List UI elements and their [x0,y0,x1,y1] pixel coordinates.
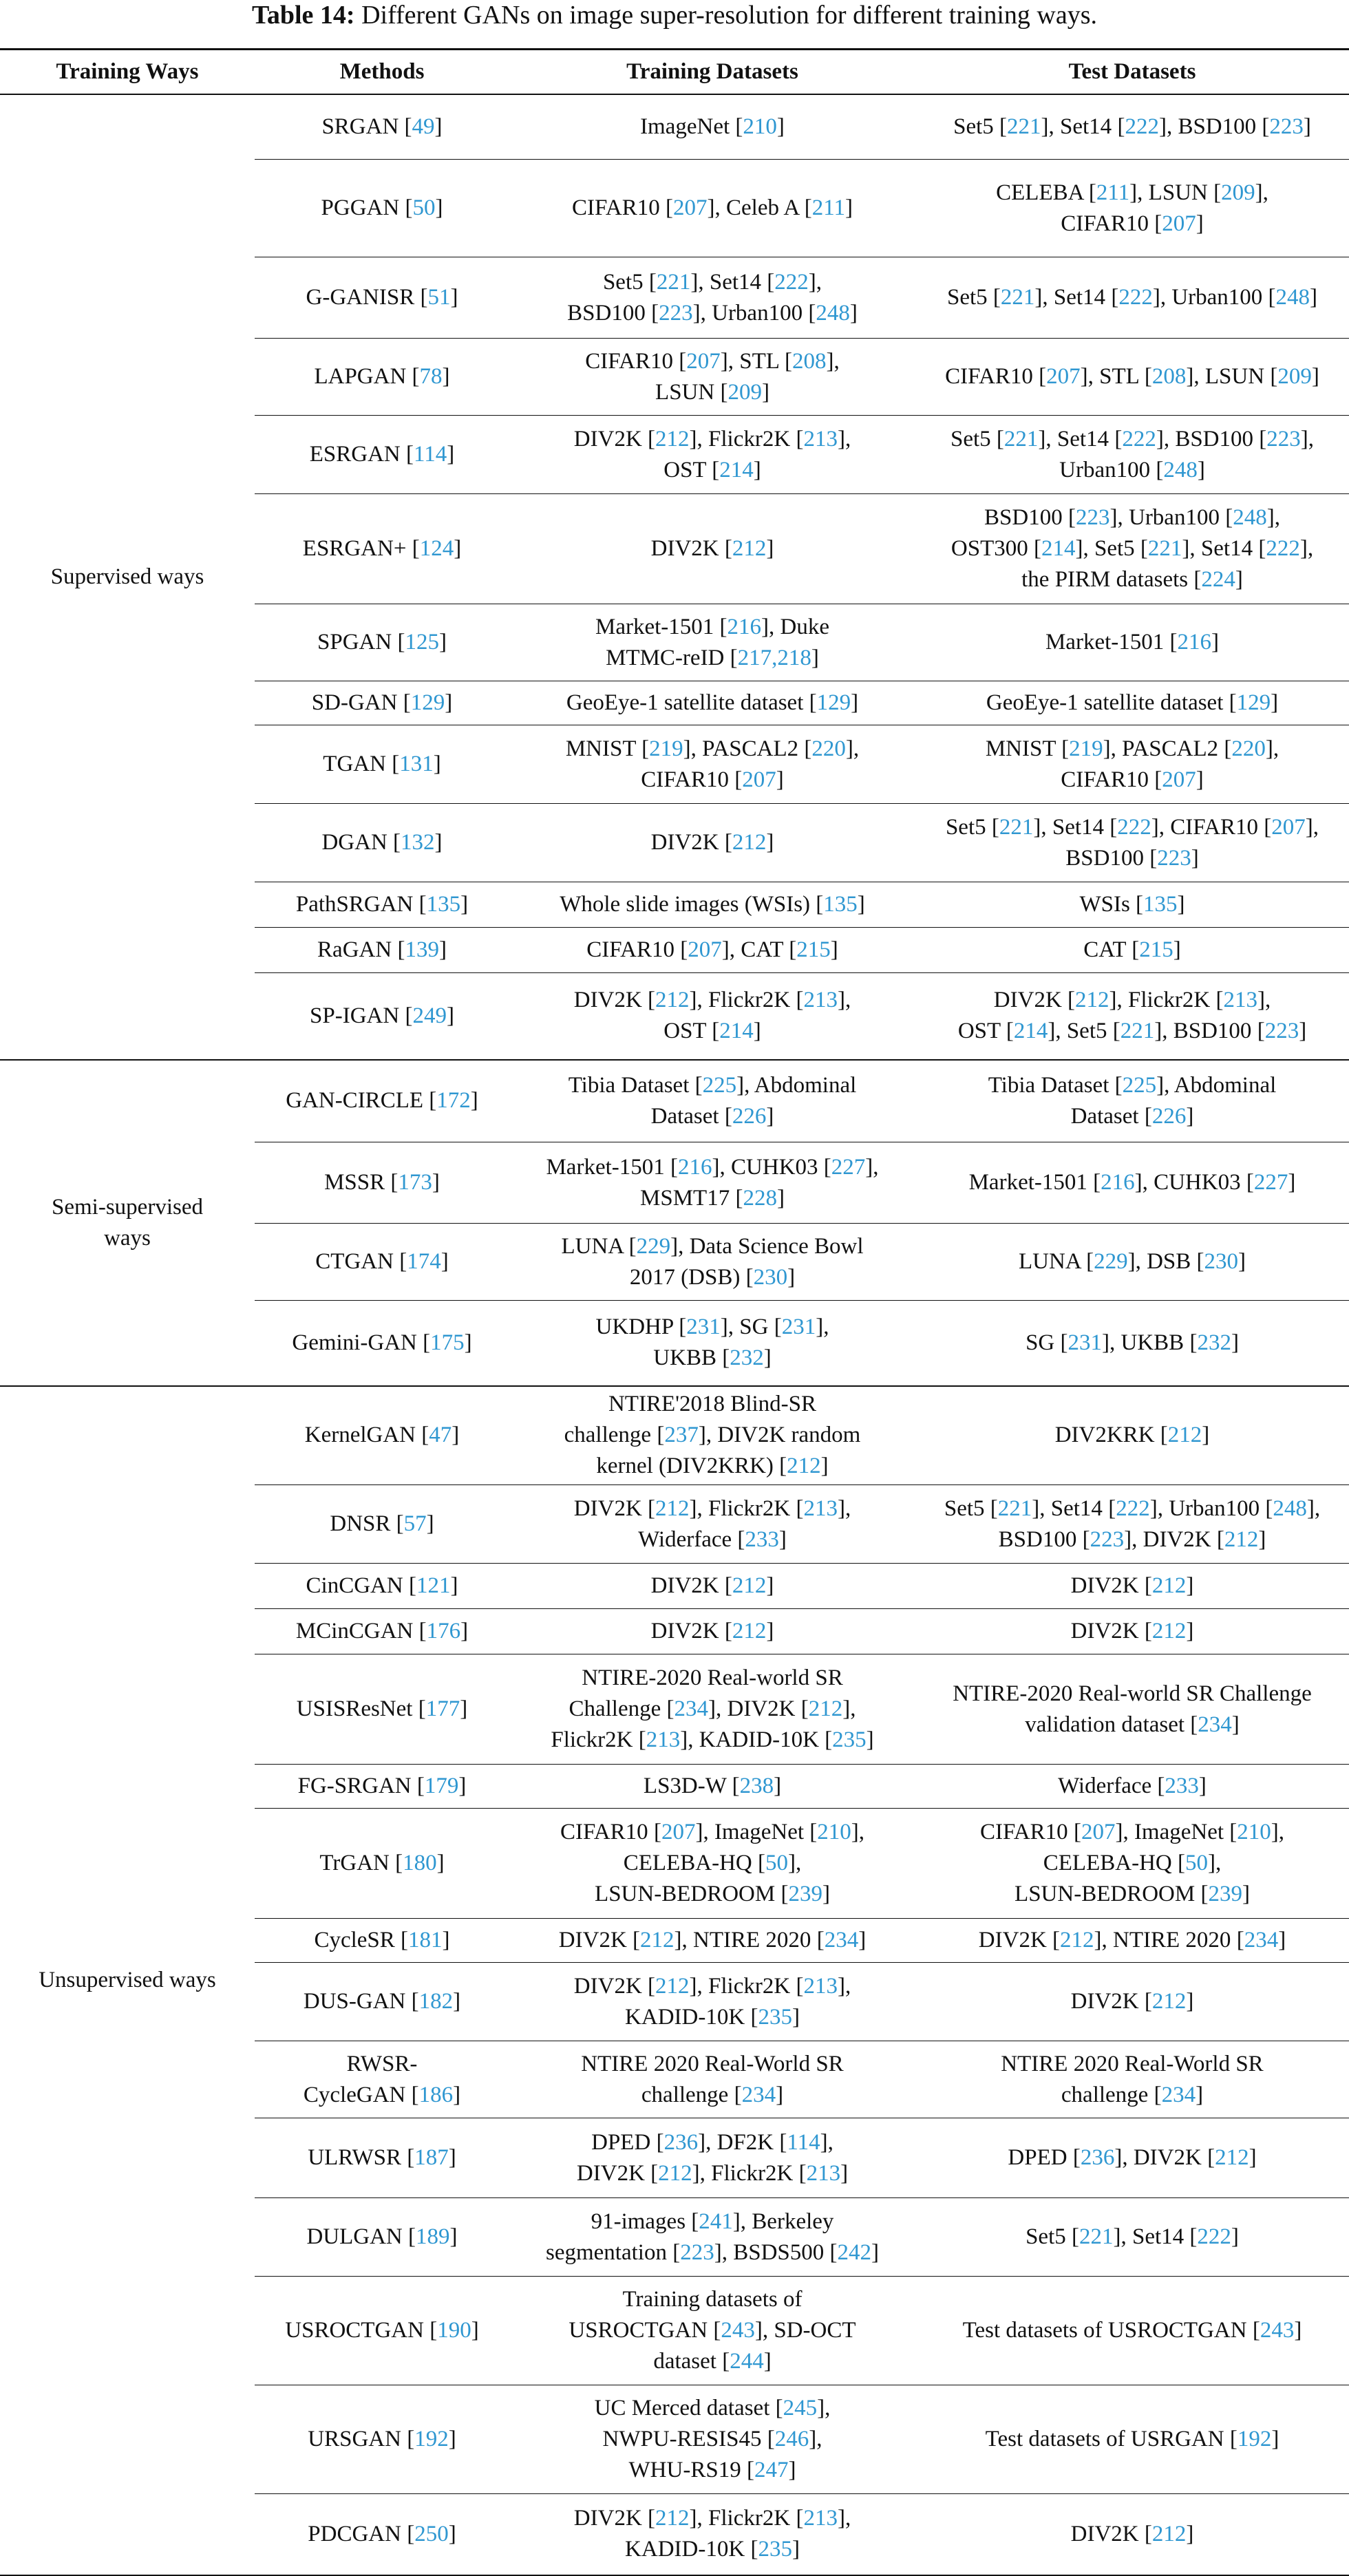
citation-link[interactable]: 239 [788,1882,822,1906]
citation-link[interactable]: 186 [418,2082,454,2107]
test-datasets-cell: Set5 [221], Set14 [222], BSD100 [223], Urban100 [248] [915,416,1349,494]
citation-link[interactable]: 225 [1122,1072,1157,1098]
citation-link[interactable]: 212 [1151,1989,1187,2014]
training-datasets-cell: MNIST [219], PASCAL2 [220], CIFAR10 [207] [509,725,915,804]
citation-link[interactable]: 231 [1067,1330,1102,1355]
training-way-cell: Supervised ways [0,94,255,1060]
citation-link[interactable]: 234 [1161,2082,1196,2107]
training-datasets-cell: UKDHP [231], SG [231], UKBB [232] [509,1301,915,1386]
test-datasets-cell: Set5 [221], Set14 [222], Urban100 [248], BSD100 [223], DIV2K [212] [915,1485,1349,1564]
citation-link[interactable]: 139 [405,937,439,962]
citation-link[interactable]: 207 [1081,1820,1116,1844]
citation-link[interactable]: 212 [732,830,767,855]
training-datasets-cell: DIV2K [212], Flickr2K [213], KADID-10K [235] [509,2494,915,2575]
citation-link[interactable]: 235 [758,2004,792,2030]
method-cell: SD-GAN [129] [255,681,509,725]
header-methods: Methods [255,50,509,94]
citation-link[interactable]: 212 [732,536,767,561]
citation-link[interactable]: 221 [997,1495,1032,1521]
method-cell: SP-IGAN [249] [255,973,509,1060]
citation-link[interactable]: 221 [1147,536,1182,561]
citation-link[interactable]: 232 [1197,1330,1231,1355]
citation-link[interactable]: 78 [419,364,443,389]
citation-link[interactable]: 209 [1277,364,1312,389]
citation-link[interactable]: 243 [721,2318,755,2343]
method-cell: DUS-GAN [182] [255,1963,509,2041]
citation-link[interactable]: 213 [646,1727,681,1752]
citation-link[interactable]: 214 [1041,536,1076,561]
citation-link[interactable]: 223 [659,300,693,326]
citation-link[interactable]: 248 [1275,285,1310,310]
citation-link[interactable]: 57 [403,1511,427,1536]
citation-link[interactable]: 212 [1060,1928,1094,1952]
citation-link[interactable]: 216 [727,614,762,639]
citation-link[interactable]: 208 [792,348,827,374]
citation-link[interactable]: 212 [732,1619,767,1643]
citation-link[interactable]: 207 [1162,211,1196,236]
citation-link[interactable]: 215 [1139,937,1173,962]
citation-link[interactable]: 213 [803,2506,838,2531]
citation-link[interactable]: 182 [418,1989,454,2014]
citation-link[interactable]: 50 [412,195,436,220]
citation-link[interactable]: 207 [686,348,721,374]
method-cell: FG-SRGAN [179] [255,1765,509,1809]
table-caption [0,0,1349,40]
citation-link[interactable]: 207 [673,195,708,220]
method-cell: ESRGAN [114] [255,416,509,494]
test-datasets-cell: DIV2K [212] [915,2494,1349,2575]
training-datasets-cell: Training datasets of USROCTGAN [243], SD-OCT dataset [244] [509,2277,915,2385]
method-cell: ESRGAN+ [124] [255,494,509,604]
training-way-cell: Unsupervised ways [0,1386,255,2575]
test-datasets-cell: CAT [215] [915,928,1349,973]
citation-link[interactable]: 192 [414,2427,449,2451]
test-datasets-cell: CIFAR10 [207], STL [208], LSUN [209] [915,339,1349,416]
citation-link[interactable]: 212 [655,1495,690,1521]
citation-link[interactable]: 222 [1116,1495,1150,1521]
citation-link[interactable]: 221 [1079,2224,1114,2249]
citation-link[interactable]: 248 [816,300,850,326]
citation-link[interactable]: 172 [436,1088,471,1114]
header-row [0,50,1349,94]
test-datasets-cell: DIV2K [212] [915,1963,1349,2041]
citation-link[interactable]: 221 [999,814,1034,840]
test-datasets-cell: CELEBA [211], LSUN [209], CIFAR10 [207] [915,160,1349,257]
citation-link[interactable]: 221 [656,269,691,295]
training-datasets-cell: DIV2K [212] [509,494,915,604]
citation-link[interactable]: 226 [732,1103,767,1129]
table-row [0,1386,1349,1485]
citation-link[interactable]: 50 [765,1851,788,1875]
test-datasets-cell: DIV2K [212], Flickr2K [213], OST [214], Set5 [221], BSD100 [223] [915,973,1349,1060]
table-body [0,94,1349,2575]
test-datasets-cell: Set5 [221], Set14 [222], CIFAR10 [207], BSD100 [223] [915,804,1349,882]
citation-link[interactable]: 207 [1162,767,1196,792]
training-datasets-cell: Tibia Dataset [225], Abdominal Dataset [226] [509,1060,915,1142]
citation-link[interactable]: 223 [1157,845,1191,871]
method-cell: USROCTGAN [190] [255,2277,509,2385]
citation-link[interactable]: 187 [414,2145,449,2170]
citation-link[interactable]: 211 [811,195,845,220]
citation-link[interactable]: 225 [702,1072,737,1098]
citation-link[interactable]: 236 [1080,2145,1115,2170]
citation-link[interactable]: 233 [745,1526,779,1552]
training-datasets-cell: ImageNet [210] [509,94,915,160]
citation-link[interactable]: 228 [743,1185,777,1211]
citation-link[interactable]: 220 [811,736,846,761]
citation-link[interactable]: 207 [661,1820,696,1844]
training-datasets-cell: Set5 [221], Set14 [222], BSD100 [223], Urban100 [248] [509,257,915,339]
citation-link[interactable]: 221 [1120,1019,1155,1044]
citation-link[interactable]: 129 [1236,690,1271,715]
method-cell: CinCGAN [121] [255,1564,509,1609]
citation-link[interactable]: 207 [688,937,722,962]
citation-link[interactable]: 207 [742,767,776,792]
method-cell: PGGAN [50] [255,160,509,257]
test-datasets-cell: Widerface [233] [915,1765,1349,1809]
citation-link[interactable]: 212 [808,1696,843,1721]
citation-link[interactable]: 181 [408,1928,443,1952]
citation-link[interactable]: 51 [427,285,451,310]
test-datasets-cell: CIFAR10 [207], ImageNet [210], CELEBA-HQ [50], LSUN-BEDROOM [239] [915,1809,1349,1919]
citation-link[interactable]: 247 [754,2458,789,2482]
citation-link[interactable]: 212 [787,1454,821,1479]
citation-link[interactable]: 208 [1151,364,1187,389]
method-cell: PDCGAN [250] [255,2494,509,2575]
citation-link[interactable]: 129 [816,690,851,715]
citation-link[interactable]: 135 [426,892,461,917]
citation-link[interactable]: 236 [663,2129,699,2155]
test-datasets-cell: Market-1501 [216] [915,604,1349,681]
test-datasets-cell: DPED [236], DIV2K [212] [915,2118,1349,2198]
citation-link[interactable]: 220 [1231,736,1266,761]
citation-link[interactable]: 211 [1096,180,1130,205]
citation-link[interactable]: 189 [416,2224,450,2249]
method-cell: USISResNet [177] [255,1654,509,1765]
citation-link[interactable]: 219 [649,736,683,761]
method-cell: RWSR- CycleGAN [186] [255,2041,509,2118]
citation-link[interactable]: 192 [1237,2427,1272,2451]
citation-link[interactable]: 234 [674,1696,709,1721]
citation-link[interactable]: 248 [1163,457,1198,482]
training-datasets-cell: 91-images [241], Berkeley segmentation [223], BSDS500 [242] [509,2198,915,2277]
citation-link[interactable]: 212 [658,2160,692,2186]
table-row [0,1060,1349,1142]
training-datasets-cell: DIV2K [212], NTIRE 2020 [234] [509,1919,915,1963]
citation-link[interactable]: 249 [412,1003,447,1028]
citation-link[interactable]: 233 [1165,1774,1199,1798]
citation-link[interactable]: 212 [655,988,690,1013]
caption-label: Table 14: [251,1,355,30]
citation-link[interactable]: 129 [410,690,445,715]
test-datasets-cell: Test datasets of USRGAN [192] [915,2385,1349,2494]
citation-link[interactable]: 47 [429,1423,452,1448]
citation-link[interactable]: 213 [803,1495,838,1521]
test-datasets-cell: Market-1501 [216], CUHK03 [227] [915,1142,1349,1224]
table-row [0,94,1349,160]
citation-link[interactable]: 246 [774,2427,809,2451]
citation-link[interactable]: 216 [1101,1170,1135,1195]
citation-link[interactable]: 227 [831,1154,866,1180]
citation-link[interactable]: 175 [430,1330,465,1355]
training-datasets-cell: DIV2K [212], Flickr2K [213], OST [214] [509,973,915,1060]
citation-link[interactable]: 226 [1151,1103,1187,1129]
citation-link[interactable]: 221 [1007,114,1041,139]
method-cell: DNSR [57] [255,1485,509,1564]
training-datasets-cell: DIV2K [212] [509,804,915,882]
citation-link[interactable]: 222 [1125,114,1159,139]
citation-link[interactable]: 135 [1143,892,1178,917]
citation-link[interactable]: 235 [758,2537,792,2562]
citation-link[interactable]: 217,218 [737,645,811,670]
training-datasets-cell: GeoEye-1 satellite dataset [129] [509,681,915,725]
training-datasets-cell: Whole slide images (WSIs) [135] [509,882,915,928]
training-datasets-cell: Market-1501 [216], CUHK03 [227], MSMT17 [228] [509,1142,915,1224]
citation-link[interactable]: 223 [680,2239,714,2265]
training-datasets-cell: DIV2K [212], Flickr2K [213], Widerface [233] [509,1485,915,1564]
citation-link[interactable]: 222 [1118,285,1153,310]
citation-link[interactable]: 132 [401,830,435,855]
citation-link[interactable]: 223 [1264,1019,1299,1044]
test-datasets-cell: DIV2K [212] [915,1609,1349,1654]
citation-link[interactable]: 248 [1233,505,1267,530]
citation-link[interactable]: 223 [1090,1526,1125,1552]
citation-link[interactable]: 180 [403,1851,437,1875]
citation-link[interactable]: 131 [399,752,434,776]
citation-link[interactable]: 210 [1237,1820,1271,1844]
training-datasets-cell: LS3D-W [238] [509,1765,915,1809]
citation-link[interactable]: 222 [774,269,809,295]
citation-link[interactable]: 222 [1266,536,1300,561]
citation-link[interactable]: 212 [1151,2521,1187,2546]
citation-link[interactable]: 231 [686,1314,721,1340]
training-datasets-cell: DIV2K [212] [509,1564,915,1609]
training-way-cell: Semi-supervised ways [0,1060,255,1386]
test-datasets-cell: Test datasets of USROCTGAN [243] [915,2277,1349,2385]
test-datasets-cell: NTIRE-2020 Real-world SR Challenge validation dataset [234] [915,1654,1349,1765]
citation-link[interactable]: 213 [803,1973,838,1999]
citation-link[interactable]: 235 [832,1727,867,1752]
method-cell: ULRWSR [187] [255,2118,509,2198]
citation-link[interactable]: 210 [743,114,777,139]
citation-link[interactable]: 214 [1013,1019,1048,1044]
test-datasets-cell: GeoEye-1 satellite dataset [129] [915,681,1349,725]
citation-link[interactable]: 229 [1094,1249,1128,1274]
citation-link[interactable]: 124 [419,536,454,561]
training-datasets-cell: NTIRE'2018 Blind-SR challenge [237], DIV2K random kernel (DIV2KRK) [212] [509,1386,915,1485]
citation-link[interactable]: 114 [787,2129,820,2155]
citation-link[interactable]: 215 [796,937,831,962]
citation-link[interactable]: 207 [1271,814,1306,840]
citation-link[interactable]: 234 [824,1928,859,1952]
citation-link[interactable]: 209 [1221,180,1255,205]
citation-link[interactable]: 223 [1269,114,1304,139]
method-cell: URSGAN [192] [255,2385,509,2494]
citation-link[interactable]: 221 [1000,285,1035,310]
citation-link[interactable]: 231 [781,1314,816,1340]
citation-link[interactable]: 242 [837,2239,872,2265]
citation-link[interactable]: 234 [1198,1712,1232,1737]
training-datasets-cell: DIV2K [212] [509,1609,915,1654]
test-datasets-cell: BSD100 [223], Urban100 [248], OST300 [214], Set5 [221], Set14 [222], the PIRM datasets [224] [915,494,1349,604]
citation-link[interactable]: 121 [416,1573,451,1598]
citation-link[interactable]: 135 [823,892,858,917]
training-datasets-cell: DPED [236], DF2K [114], DIV2K [212], Flickr2K [213] [509,2118,915,2198]
test-datasets-cell: Set5 [221], Set14 [222] [915,2198,1349,2277]
citation-link[interactable]: 212 [655,2506,690,2531]
citation-link[interactable]: 245 [783,2396,818,2420]
training-datasets-cell: CIFAR10 [207], STL [208], LSUN [209] [509,339,915,416]
citation-link[interactable]: 219 [1069,736,1103,761]
citation-link[interactable]: 239 [1208,1882,1242,1906]
method-cell: TrGAN [180] [255,1809,509,1919]
citation-link[interactable]: 212 [1151,1619,1187,1643]
header-test-datasets: Test Datasets [915,50,1349,94]
training-datasets-cell: NTIRE-2020 Real-world SR Challenge [234], DIV2K [212], Flickr2K [213], KADID-10K [235] [509,1654,915,1765]
method-cell: CTGAN [174] [255,1224,509,1301]
citation-link[interactable]: 248 [1273,1495,1307,1521]
citation-link[interactable]: 212 [1167,1423,1202,1448]
method-cell: DULGAN [189] [255,2198,509,2277]
test-datasets-cell: Set5 [221], Set14 [222], Urban100 [248] [915,257,1349,339]
citation-link[interactable]: 214 [719,457,754,482]
citation-link[interactable]: 237 [664,1423,699,1448]
citation-link[interactable]: 244 [730,2349,764,2374]
test-datasets-cell: Tibia Dataset [225], Abdominal Dataset [226] [915,1060,1349,1142]
citation-link[interactable]: 212 [1224,1526,1259,1552]
citation-link[interactable]: 229 [636,1233,671,1259]
citation-link[interactable]: 222 [1197,2224,1231,2249]
citation-link[interactable]: 177 [425,1696,460,1721]
training-datasets-cell: NTIRE 2020 Real-World SR challenge [234] [509,2041,915,2118]
citation-link[interactable]: 250 [414,2521,449,2546]
citation-link[interactable]: 230 [753,1264,788,1290]
citation-link[interactable]: 223 [1266,426,1301,451]
citation-link[interactable]: 223 [1075,505,1110,530]
method-cell: SRGAN [49] [255,94,509,160]
citation-link[interactable]: 213 [803,988,838,1013]
citation-link[interactable]: 212 [732,1573,767,1598]
method-cell: GAN-CIRCLE [172] [255,1060,509,1142]
citation-link[interactable]: 234 [1244,1928,1279,1952]
citation-link[interactable]: 222 [1117,814,1151,840]
training-datasets-cell: DIV2K [212], Flickr2K [213], KADID-10K [235] [509,1963,915,2041]
citation-link[interactable]: 212 [655,1973,690,1999]
header-training-ways: Training Ways [0,50,255,94]
citation-link[interactable]: 238 [739,1774,774,1798]
test-datasets-cell: DIV2K [212], NTIRE 2020 [234] [915,1919,1349,1963]
method-cell: RaGAN [139] [255,928,509,973]
citation-link[interactable]: 212 [1075,988,1109,1013]
citation-link[interactable]: 176 [426,1619,461,1643]
test-datasets-cell: NTIRE 2020 Real-World SR challenge [234] [915,2041,1349,2118]
citation-link[interactable]: 212 [640,1928,674,1952]
citation-link[interactable]: 209 [727,379,762,405]
citation-link[interactable]: 224 [1201,567,1235,592]
citation-link[interactable]: 207 [1046,364,1081,389]
training-datasets-cell: Market-1501 [216], Duke MTMC-reID [217,218] [509,604,915,681]
citation-link[interactable]: 216 [1177,630,1212,654]
header-training-datasets: Training Datasets [509,50,915,94]
citation-link[interactable]: 243 [1260,2318,1295,2343]
method-cell: TGAN [131] [255,725,509,804]
method-cell: CycleSR [181] [255,1919,509,1963]
test-datasets-cell: LUNA [229], DSB [230] [915,1224,1349,1301]
test-datasets-cell: DIV2K [212] [915,1564,1349,1609]
method-cell: LAPGAN [78] [255,339,509,416]
citation-link[interactable]: 179 [424,1774,459,1798]
citation-link[interactable]: 232 [730,1345,764,1371]
citation-link[interactable]: 212 [1215,2145,1249,2170]
citation-link[interactable]: 227 [1253,1170,1288,1195]
method-cell: DGAN [132] [255,804,509,882]
caption-text: Different GANs on image super-resolution for different training ways. [361,1,1097,30]
training-datasets-cell: UC Merced dataset [245], NWPU-RESIS45 [246], WHU-RS19 [247] [509,2385,915,2494]
method-cell: PathSRGAN [135] [255,882,509,928]
citation-link[interactable]: 221 [1003,426,1039,451]
training-datasets-cell: CIFAR10 [207], Celeb A [211] [509,160,915,257]
method-cell: KernelGAN [47] [255,1386,509,1485]
training-datasets-cell: CIFAR10 [207], CAT [215] [509,928,915,973]
test-datasets-cell: SG [231], UKBB [232] [915,1301,1349,1386]
citation-link[interactable]: 241 [699,2208,733,2234]
citation-link[interactable]: 234 [741,2082,776,2107]
citation-link[interactable]: 125 [405,630,439,654]
citation-link[interactable]: 216 [678,1154,712,1180]
method-cell: SPGAN [125] [255,604,509,681]
citation-link[interactable]: 174 [407,1249,441,1274]
citation-link[interactable]: 50 [1185,1851,1208,1875]
training-datasets-cell: DIV2K [212], Flickr2K [213], OST [214] [509,416,915,494]
citation-link[interactable]: 213 [1223,988,1257,1013]
training-datasets-cell: CIFAR10 [207], ImageNet [210], CELEBA-HQ [50], LSUN-BEDROOM [239] [509,1809,915,1919]
citation-link[interactable]: 214 [719,1019,754,1044]
citation-link[interactable]: 173 [398,1170,432,1195]
test-datasets-cell: MNIST [219], PASCAL2 [220], CIFAR10 [207] [915,725,1349,804]
test-datasets-cell: WSIs [135] [915,882,1349,928]
citation-link[interactable]: 210 [817,1820,851,1844]
results-table [0,48,1349,2576]
citation-link[interactable]: 190 [437,2318,471,2343]
citation-link[interactable]: 49 [412,114,435,139]
method-cell: MSSR [173] [255,1142,509,1224]
training-datasets-cell: LUNA [229], Data Science Bowl 2017 (DSB) [230] [509,1224,915,1301]
method-cell: G-GANISR [51] [255,257,509,339]
citation-link[interactable]: 212 [655,426,690,451]
test-datasets-cell: Set5 [221], Set14 [222], BSD100 [223] [915,94,1349,160]
citation-link[interactable]: 222 [1122,426,1156,451]
citation-link[interactable]: 212 [1151,1573,1187,1598]
citation-link[interactable]: 213 [803,426,838,451]
test-datasets-cell: DIV2KRK [212] [915,1386,1349,1485]
method-cell: Gemini-GAN [175] [255,1301,509,1386]
method-cell: MCinCGAN [176] [255,1609,509,1654]
citation-link[interactable]: 230 [1204,1249,1239,1274]
citation-link[interactable]: 114 [414,442,447,467]
citation-link[interactable]: 213 [806,2160,841,2186]
